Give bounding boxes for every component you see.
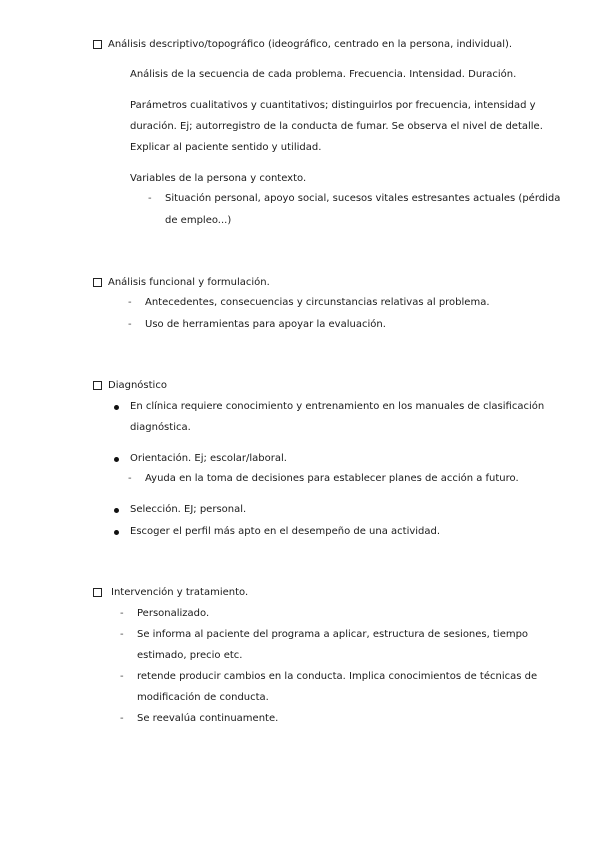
dash-marker: - (128, 319, 132, 330)
checkbox[interactable] (93, 278, 102, 287)
section-heading-descriptive: Análisis descriptivo/topográfico (ideográfico, centrado en la persona, individual). (93, 38, 512, 52)
paragraph: Explicar al paciente sentido y utilidad. (130, 142, 322, 153)
section-heading-diagnostic: Diagnóstico (93, 379, 167, 393)
dash-list-item: - Antecedentes, consecuencias y circunstancias relativas al problema. (128, 297, 490, 308)
bullet-marker (114, 508, 119, 513)
bullet-marker (114, 530, 119, 535)
paragraph: Parámetros cualitativos y cuantitativos; distinguirlos por frecuencia, intensidad y (130, 100, 536, 111)
paragraph: Análisis de la secuencia de cada problema. Frecuencia. Intensidad. Duración. (130, 69, 517, 80)
dash-list-item: - Se reevalúa continuamente. (120, 713, 279, 724)
dash-marker: - (148, 193, 152, 204)
bullet-list-item: Selección. EJ; personal. (114, 503, 246, 517)
dash-marker: - (120, 671, 124, 682)
dash-list-item: - Personalizado. (120, 608, 210, 619)
bullet-list-item: En clínica requiere conocimiento y entrenamiento en los manuales de clasificación (114, 400, 544, 414)
dash-list-item: - Se informa al paciente del programa a aplicar, estructura de sesiones, tiempo (120, 629, 529, 640)
dash-marker: - (128, 297, 132, 308)
paragraph: duración. Ej; autorregistro de la conducta de fumar. Se observa el nivel de detalle. (130, 121, 543, 132)
dash-list-item: - Situación personal, apoyo social, sucesos vitales estresantes actuales (pérdida (148, 193, 561, 204)
bullet-list-item: Orientación. Ej; escolar/laboral. (114, 452, 287, 466)
section-heading-intervention: Intervención y tratamiento. (93, 586, 248, 600)
bullet-marker (114, 457, 119, 462)
dash-marker: - (120, 608, 124, 619)
paragraph: Variables de la persona y contexto. (130, 173, 307, 184)
dash-list-item-cont: estimado, precio etc. (137, 650, 243, 661)
dash-marker: - (120, 713, 124, 724)
bullet-marker (114, 405, 119, 410)
checkbox[interactable] (93, 588, 102, 597)
bullet-list-item: Escoger el perfil más apto en el desempeño de una actividad. (114, 525, 440, 539)
dash-list-item: - Uso de herramientas para apoyar la evaluación. (128, 319, 386, 330)
dash-list-item-cont: modificación de conducta. (137, 692, 269, 703)
checkbox[interactable] (93, 381, 102, 390)
section-heading-functional: Análisis funcional y formulación. (93, 276, 270, 290)
dash-list-item: - retende producir cambios en la conducta. Implica conocimientos de técnicas de (120, 671, 538, 682)
dash-list-item: - Ayuda en la toma de decisiones para establecer planes de acción a futuro. (128, 473, 519, 484)
dash-marker: - (120, 629, 124, 640)
dash-marker: - (128, 473, 132, 484)
dash-list-item-cont: de empleo...) (165, 215, 232, 226)
bullet-list-item-cont: diagnóstica. (130, 422, 191, 433)
checkbox[interactable] (93, 40, 102, 49)
